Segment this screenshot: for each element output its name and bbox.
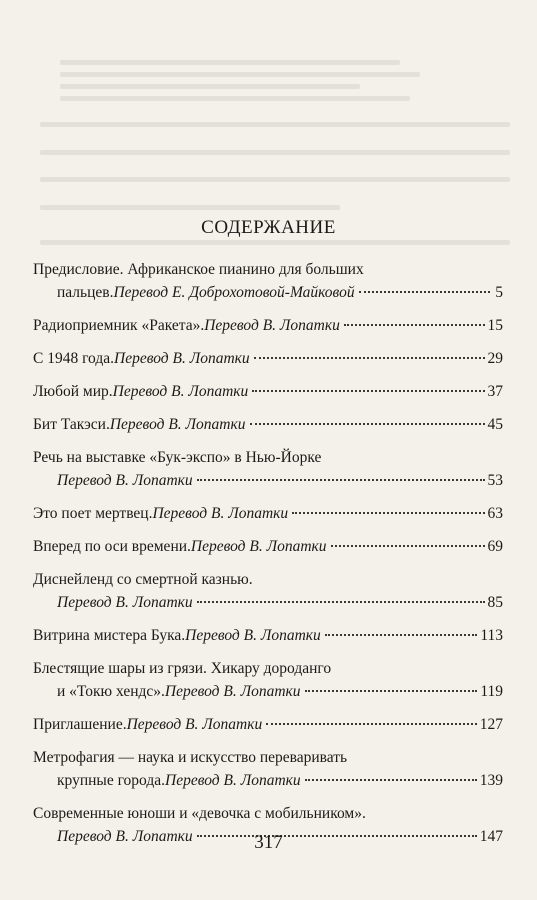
toc-entry[interactable]	[33, 258, 503, 304]
dot-leader	[305, 779, 477, 781]
entry-page-number: 53	[487, 472, 503, 489]
toc-entry-line	[33, 535, 503, 558]
toc-entry-line	[33, 746, 503, 769]
entry-title: Метрофагия — наука и искусство переваривать	[33, 749, 348, 766]
entry-page-number: 5	[495, 284, 503, 301]
entry-page-number: 139	[479, 772, 503, 789]
toc-entry-line	[33, 713, 503, 736]
toc-entry-line	[33, 657, 503, 680]
toc-entry[interactable]	[33, 535, 503, 558]
toc-entry-line	[33, 314, 503, 337]
toc-entry-line	[33, 446, 503, 469]
entry-page-number: 127	[479, 716, 503, 733]
dot-leader	[292, 512, 484, 514]
dot-leader	[197, 601, 485, 603]
entry-title: Радиоприемник «Ракета».	[33, 317, 205, 334]
toc-entry-line	[33, 624, 503, 647]
entry-title: Витрина мистера Бука.	[33, 627, 186, 644]
toc-entry-line	[33, 413, 503, 436]
entry-page-number: 147	[479, 828, 503, 845]
entry-page-number: 45	[487, 416, 503, 433]
dot-leader	[331, 545, 485, 547]
entry-translator: Перевод В. Лопатки	[204, 317, 340, 334]
toc-entry-line	[33, 568, 503, 591]
toc-entry[interactable]	[33, 713, 503, 736]
toc-entry[interactable]	[33, 446, 503, 492]
dot-leader	[250, 423, 485, 425]
toc-entry[interactable]	[33, 347, 503, 370]
entry-title: Речь на выставке «Бук-экспо» в Нью-Йорке	[33, 449, 322, 466]
toc-entry[interactable]	[33, 746, 503, 792]
entry-translator: Перевод В. Лопатки	[112, 383, 249, 400]
toc-entry-line	[33, 680, 503, 703]
toc-entry-line	[33, 469, 503, 492]
entry-page-number: 63	[487, 505, 503, 522]
toc-entry-line	[33, 802, 503, 825]
toc-entry-line	[33, 281, 503, 304]
toc-entry-line	[33, 347, 503, 370]
entry-title: Блестящие шары из грязи. Хикару дороданго	[33, 660, 332, 677]
dot-leader	[305, 690, 478, 692]
entry-page-number: 85	[487, 594, 503, 611]
table-of-contents	[33, 258, 503, 858]
page-number: 317	[254, 832, 283, 853]
entry-translator: Перевод В. Лопатки	[57, 472, 193, 489]
entry-title: Любой мир.	[33, 383, 113, 400]
entry-title: крупные города.	[57, 772, 166, 789]
entry-page-number: 15	[487, 317, 503, 334]
entry-title: Диснейленд со смертной казнью.	[33, 571, 253, 588]
entry-title: и «Токю хендс».	[57, 683, 165, 700]
entry-title: С 1948 года.	[33, 350, 115, 367]
entry-title: Бит Такэси.	[33, 416, 110, 433]
toc-entry-line	[33, 502, 503, 525]
dot-leader	[254, 357, 485, 359]
entry-title: Приглашение.	[33, 716, 127, 733]
entry-translator: Перевод В. Лопатки	[57, 828, 193, 845]
toc-entry[interactable]	[33, 568, 503, 614]
entry-translator: Перевод В. Лопатки	[185, 627, 321, 644]
entry-translator: Перевод В. Лопатки	[109, 416, 246, 433]
toc-entry[interactable]	[33, 624, 503, 647]
toc-entry[interactable]	[33, 657, 503, 703]
entry-title: Это поет мертвец.	[33, 505, 153, 522]
dot-leader	[344, 324, 485, 326]
toc-entry[interactable]	[33, 380, 503, 403]
entry-page-number: 37	[487, 383, 503, 400]
toc-entry[interactable]	[33, 502, 503, 525]
entry-translator: Перевод В. Лопатки	[190, 538, 327, 555]
toc-entry-line	[33, 591, 503, 614]
entry-translator: Перевод В. Лопатки	[57, 594, 193, 611]
toc-entry[interactable]	[33, 314, 503, 337]
entry-translator: Перевод Е. Доброхотовой-Майковой	[113, 284, 355, 301]
dot-leader	[359, 291, 490, 293]
entry-translator: Перевод В. Лопатки	[126, 716, 263, 733]
dot-leader	[252, 390, 484, 392]
dot-leader	[266, 723, 477, 725]
entry-translator: Перевод В. Лопатки	[164, 683, 301, 700]
entry-page-number: 119	[480, 683, 503, 700]
dot-leader	[197, 479, 485, 481]
entry-title: пальцев.	[57, 284, 114, 301]
entry-page-number: 69	[487, 538, 503, 555]
entry-translator: Перевод В. Лопатки	[152, 505, 289, 522]
toc-entry-line	[33, 258, 503, 281]
entry-title: Современные юноши и «девочка с мобильником».	[33, 805, 366, 822]
toc-entry-line	[33, 380, 503, 403]
dot-leader	[325, 634, 478, 636]
toc-heading: СОДЕРЖАНИЕ	[201, 217, 336, 238]
entry-title: Предисловие. Африканское пианино для больших	[33, 261, 364, 278]
entry-title: Вперед по оси времени.	[33, 538, 191, 555]
toc-entry-line	[33, 769, 503, 792]
toc-entry[interactable]	[33, 413, 503, 436]
entry-page-number: 113	[480, 627, 503, 644]
entry-translator: Перевод В. Лопатки	[114, 350, 250, 367]
entry-translator: Перевод В. Лопатки	[165, 772, 301, 789]
entry-page-number: 29	[487, 350, 503, 367]
